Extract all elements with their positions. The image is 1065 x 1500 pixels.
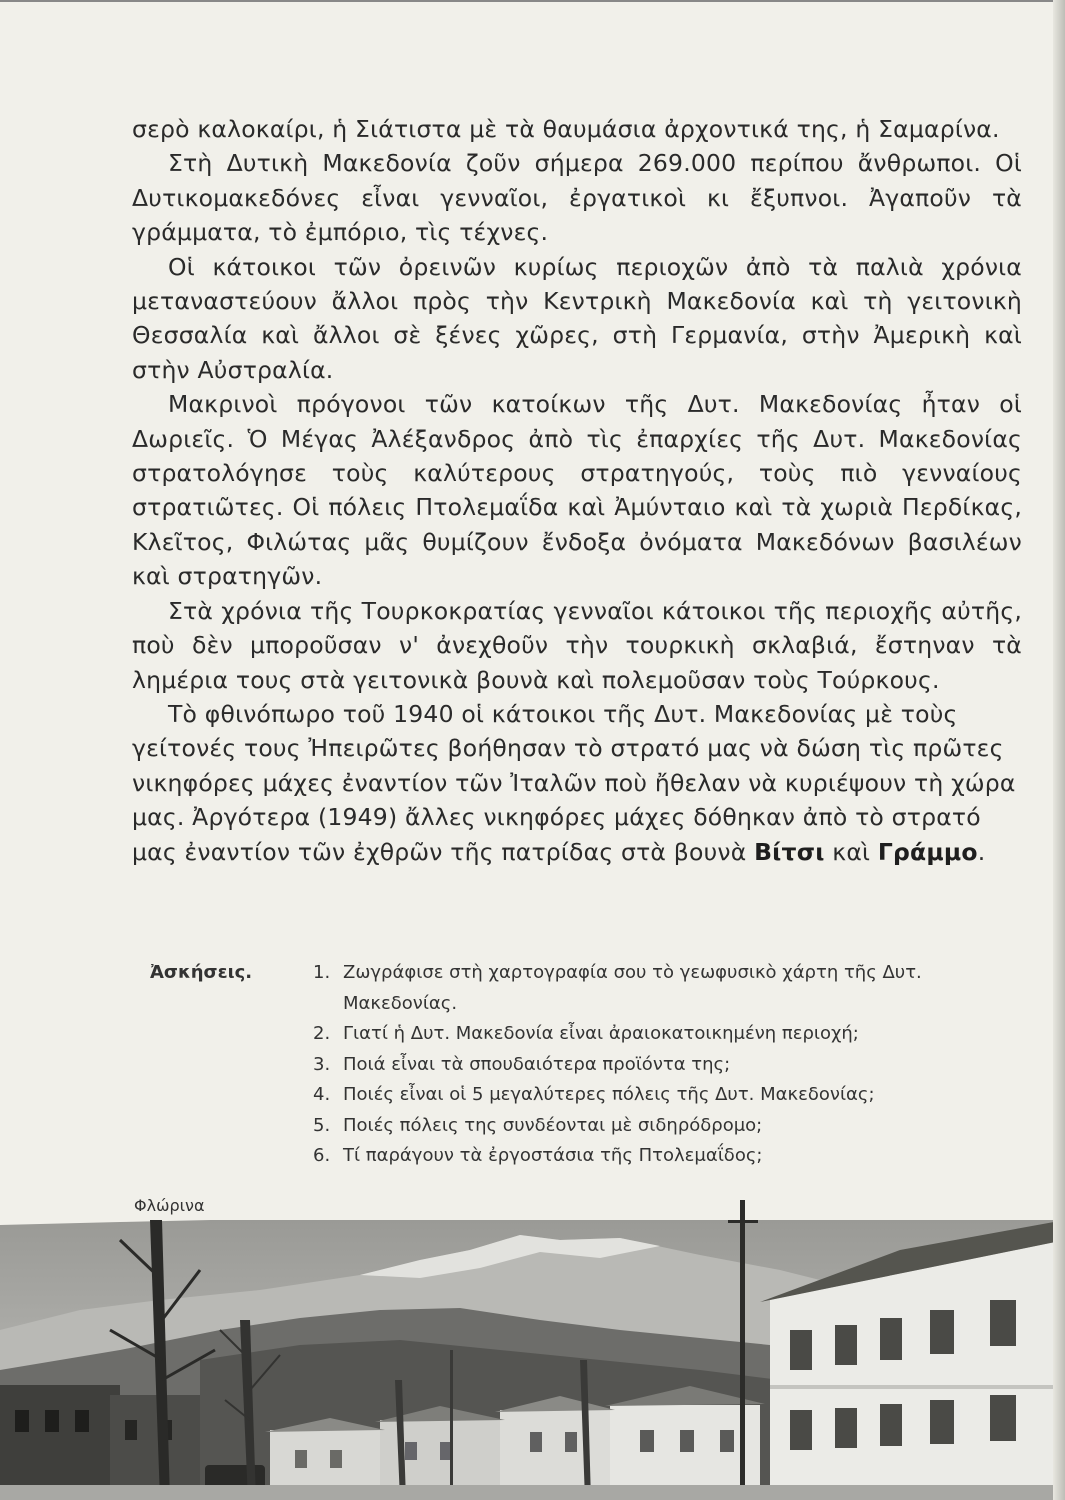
exercise-number: 3. [313, 1053, 331, 1075]
exercise-item [313, 1050, 1003, 1081]
exercise-item [313, 1141, 1003, 1172]
paragraph-1: σερὸ καλοκαίρι, ἡ Σιάτιστα μὲ τὰ θαυμάσια ἀρχοντικά της, ἡ Σαμαρίνα. [132, 115, 1000, 143]
exercises-list [313, 958, 1003, 1172]
exercise-item [313, 1019, 1003, 1050]
exercise-number: 2. [313, 1023, 331, 1044]
exercise-number: 4. [313, 1084, 331, 1105]
exercise-item [313, 1111, 1003, 1142]
top-edge [0, 0, 1065, 2]
exercise-item [313, 958, 1003, 1019]
bold-place-vitsi: Βίτσι [754, 837, 825, 866]
photo-caption: Φλώρινα [134, 1196, 205, 1215]
paragraph-4: Μακρινοὶ πρόγονοι τῶν κατοίκων τῆς Δυτ. Μακεδονίας ἦταν οἱ Δωριεῖς. Ὁ Μέγας Ἀλέξανδρος ἀπὸ τὶς ἐπαρχίες τῆς Δυτ. Μακεδονίας στρατολόγησε τοὺς καλύτερους στρατηγούς, τοὺς πιὸ γενναίους στρατιῶτες. Οἱ πόλεις Πτολεμαΐδα καὶ Ἀμύνταιο καὶ τὰ χωριὰ Περδίκας, Κλεῖτος, Φιλώτας μᾶς θυμίζουν ἔνδοξα ὀνόματα Μακεδόνων βασιλέων καὶ στρατηγῶν. [132, 390, 1022, 591]
exercise-text: Ποιές πόλεις της συνδέονται μὲ σιδηρόδρομο; [343, 1114, 763, 1136]
paragraph-6-join: καὶ [832, 837, 871, 866]
exercises-heading: Ἀσκήσεις. [150, 962, 253, 983]
book-spine-shadow [1053, 0, 1065, 1500]
exercise-text: Ποιά εἶναι τὰ σπουδαιότερα προϊόντα της; [343, 1053, 731, 1075]
body-text [132, 112, 1022, 869]
exercise-text: Ποιές εἶναι οἱ 5 μεγαλύτερες πόλεις τῆς Δυτ. Μακεδονίας; [343, 1084, 875, 1105]
exercise-number: 1. [313, 962, 331, 983]
florina-photo [0, 1180, 1065, 1500]
paragraph-3: Οἱ κάτοικοι τῶν ὀρεινῶν κυρίως περιοχῶν ἀπὸ τὰ παλιὰ χρόνια μεταναστεύουν ἄλλοι πρὸς τὴν Κεντρικὴ Μακεδονία καὶ τὴ γειτονικὴ Θεσσαλία καὶ ἄλλοι σὲ ξένες χῶρες, στὴ Γερμανία, στὴν Ἀμερικὴ καὶ στὴν Αὐστραλία. [132, 252, 1022, 384]
paragraph-6-end: . [977, 837, 986, 866]
paragraph-5: Στὰ χρόνια τῆς Τουρκοκρατίας γενναῖοι κάτοικοι τῆς περιοχῆς αὐτῆς, ποὺ δὲν μποροῦσαν ν' ἀνεχθοῦν τὴν τουρκικὴ σκλαβιά, ἔστηναν τὰ λημέρια τους στὰ γειτονικὰ βουνὰ καὶ πολεμοῦσαν τοὺς Τούρκους. [132, 596, 1022, 694]
exercise-text: Τί παράγουν τὰ ἐργοστάσια τῆς Πτολεμαΐδος; [343, 1145, 763, 1166]
paragraph-6 [132, 697, 1022, 869]
exercise-number: 5. [313, 1114, 331, 1136]
exercise-text: Ζωγράφισε στὴ χαρτογραφία σου τὸ γεωφυσικὸ χάρτη τῆς Δυτ. Μακεδονίας. [343, 962, 922, 1014]
paragraph-6-text: Τὸ φθινόπωρο τοῦ 1940 οἱ κάτοικοι τῆς Δυτ. Μακεδονίας μὲ τοὺς γείτονές τους Ἠπειρῶτες βοήθησαν τὸ στρατό μας νὰ δώση τὶς πρῶτες νικηφόρες μάχες ἐναντίον τῶν Ἰταλῶν ποὺ ἤθελαν νὰ κυριέψουν τὴ χώρα μας. Ἀργότερα (1949) ἄλλες νικηφόρες μάχες δόθηκαν ἀπὸ τὸ στρατό μας ἐναντίον τῶν ἐχθρῶν τῆς πατρίδας στὰ βουνὰ [132, 699, 1016, 866]
exercise-number: 6. [313, 1145, 331, 1166]
bold-place-grammo: Γράμμο [877, 837, 978, 866]
exercise-item [313, 1080, 1003, 1111]
exercise-text: Γιατί ἡ Δυτ. Μακεδονία εἶναι ἀραιοκατοικημένη περιοχή; [343, 1023, 859, 1044]
paragraph-2: Στὴ Δυτικὴ Μακεδονία ζοῦν σήμερα 269.000 περίπου ἄνθρωποι. Οἱ Δυτικομακεδόνες εἶναι γενναῖοι, ἐργατικοὶ κι ἔξυπνοι. Ἀγαποῦν τὰ γράμματα, τὸ ἐμπόριο, τὶς τέχνες. [132, 149, 1022, 247]
